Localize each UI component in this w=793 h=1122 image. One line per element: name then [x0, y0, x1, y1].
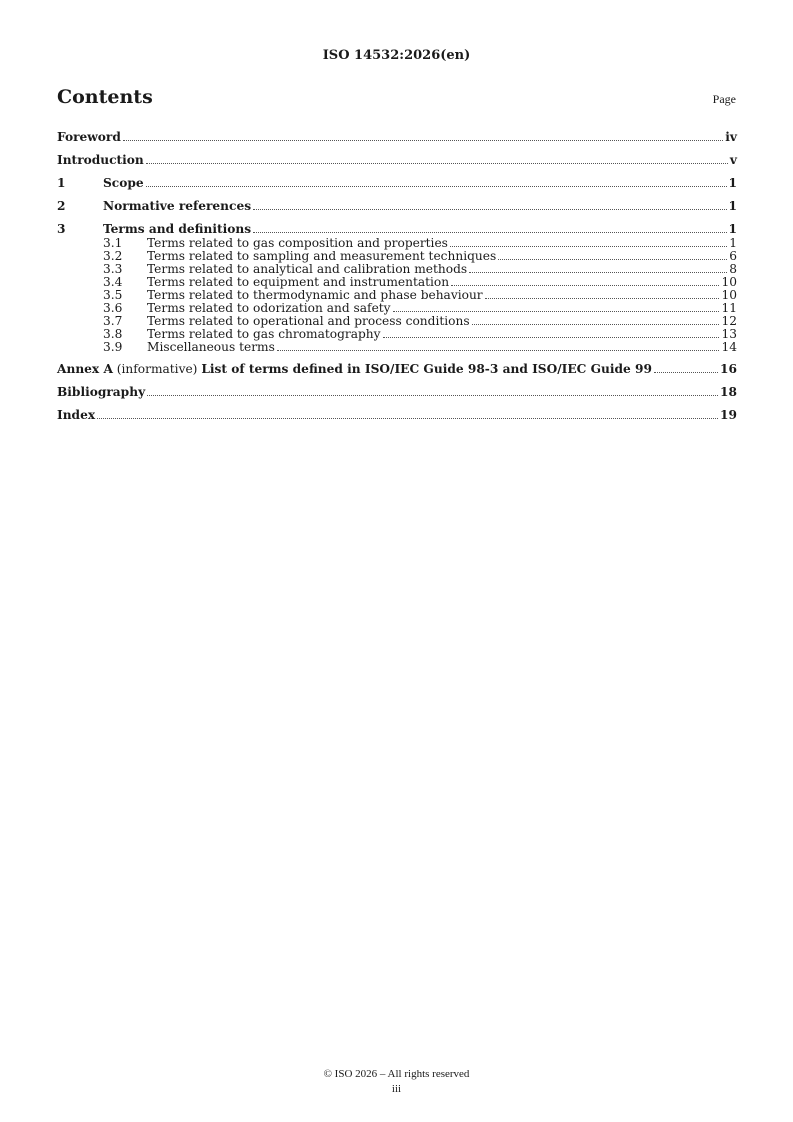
toc-entry-annex-a[interactable]: [57, 362, 737, 377]
toc-subentry-number: 3.2: [103, 249, 123, 263]
toc-subentry-number: 3.6: [103, 301, 123, 315]
toc-entry-page: 16: [720, 362, 737, 376]
leader-dots: [485, 298, 720, 299]
toc-entry-page: iv: [725, 130, 737, 144]
toc-subentry-page: 11: [721, 301, 737, 315]
toc-entry-page: 18: [720, 385, 737, 399]
leader-dots: [253, 232, 726, 233]
toc-subentry-label: Terms related to gas chromatography: [147, 327, 381, 341]
toc-subentry[interactable]: [57, 341, 737, 354]
toc-entry-foreword[interactable]: [57, 130, 737, 145]
toc-entry-label: Scope: [103, 176, 144, 190]
toc-subentry-number: 3.9: [103, 340, 123, 354]
toc-entry-number: 3: [57, 222, 66, 236]
toc-subentry-label: Terms related to thermodynamic and phase behaviour: [147, 288, 483, 302]
toc-entry-label: List of terms defined in ISO/IEC Guide 98-3 and ISO/IEC Guide 99: [201, 362, 652, 376]
leader-dots: [472, 324, 720, 325]
toc-entry-label: Introduction: [57, 153, 144, 167]
page-number: iii: [391, 1083, 402, 1095]
toc-entry-page: 19: [720, 408, 737, 422]
leader-dots: [146, 186, 727, 187]
toc-subentry-number: 3.3: [103, 262, 123, 276]
toc-entry-page: 1: [728, 222, 737, 236]
copyright-notice: © ISO 2026 – All rights reserved: [323, 1068, 470, 1080]
toc-subentry-label: Terms related to equipment and instrumentation: [147, 275, 450, 289]
toc-subentry-page: 1: [729, 236, 737, 250]
annex-type: (informative): [112, 362, 202, 376]
toc-subentry-number: 3.1: [103, 236, 123, 250]
toc-subentry-label: Terms related to operational and process conditions: [147, 314, 470, 328]
toc-subentry-page: 8: [729, 262, 737, 276]
leader-dots: [654, 372, 718, 373]
toc-subentry-label: Terms related to analytical and calibration methods: [147, 262, 468, 276]
leader-dots: [451, 285, 719, 286]
leader-dots: [498, 259, 727, 260]
annex-prefix: Annex A: [57, 362, 113, 376]
toc-subentry-label: Miscellaneous terms: [147, 340, 275, 354]
toc-subentry-label: Terms related to sampling and measurement techniques: [147, 249, 497, 263]
toc-subentry-label: Terms related to odorization and safety: [147, 301, 391, 315]
toc-subentry-page: 6: [729, 249, 737, 263]
toc-entry-number: 2: [57, 199, 66, 213]
leader-dots: [450, 246, 727, 247]
leader-dots: [146, 163, 728, 164]
toc-subentry-page: 10: [721, 275, 737, 289]
toc-entry-label: Bibliography: [57, 385, 146, 399]
leader-dots: [97, 418, 718, 419]
page-title: Contents: [57, 86, 153, 108]
toc-entry-terms-and-definitions[interactable]: [57, 222, 737, 237]
toc-entry-label: Foreword: [57, 130, 121, 144]
toc-entry-normative-references[interactable]: [57, 199, 737, 214]
toc-entry-introduction[interactable]: [57, 153, 737, 168]
toc-subentry-page: 13: [721, 327, 737, 341]
toc-entry-label: Normative references: [103, 199, 252, 213]
page-footer: [0, 1067, 793, 1097]
toc-entry-page: v: [729, 153, 737, 167]
toc-entry-page: 1: [728, 176, 737, 190]
leader-dots: [253, 209, 726, 210]
toc-subentry-number: 3.4: [103, 275, 123, 289]
toc-entry-number: 1: [57, 176, 66, 190]
leader-dots: [469, 272, 727, 273]
toc-entry-index[interactable]: [57, 408, 737, 423]
leader-dots: [147, 395, 718, 396]
toc-entry-page: 1: [728, 199, 737, 213]
toc-subentry-number: 3.5: [103, 288, 123, 302]
toc-subentry-page: 14: [721, 340, 737, 354]
leader-dots: [123, 140, 723, 141]
toc-entry-scope[interactable]: [57, 176, 737, 191]
document-id-header: ISO 14532:2026(en): [322, 48, 471, 63]
toc-entry-label: Terms and definitions: [103, 222, 252, 236]
toc-subentry-page: 10: [721, 288, 737, 302]
page-column-label: Page: [712, 92, 736, 106]
toc-subentry-label: Terms related to gas composition and properties: [147, 236, 448, 250]
leader-dots: [277, 350, 720, 351]
table-of-contents: [57, 130, 737, 431]
toc-entry-label: Index: [57, 408, 96, 422]
leader-dots: [383, 337, 720, 338]
toc-entry-bibliography[interactable]: [57, 385, 737, 400]
leader-dots: [393, 311, 720, 312]
toc-subentry-page: 12: [721, 314, 737, 328]
toc-subentry-number: 3.8: [103, 327, 123, 341]
toc-subentry-number: 3.7: [103, 314, 123, 328]
